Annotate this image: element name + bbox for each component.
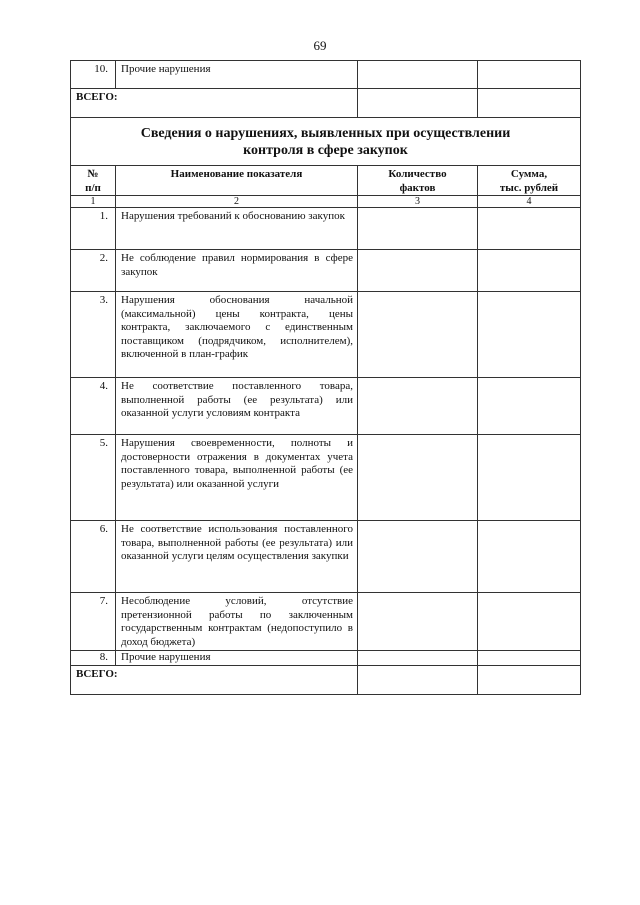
row-name: Прочие нарушения [116,651,358,666]
header-text: Сумма, [510,168,548,180]
column-index: 3 [358,196,478,208]
index-row [71,196,581,208]
count-cell [358,665,478,694]
table-row [71,521,581,593]
column-index: 1 [71,196,116,208]
row-name: Не соответствие использования поставленного товара, выполненной работы (ее результата) или оказанной услуги целям осуществления закупки [116,521,358,593]
sum-cell [478,250,581,292]
column-index: 4 [478,196,581,208]
count-cell [358,292,478,378]
row-number: 5. [71,435,116,521]
total-row [71,665,581,694]
header-sum [478,166,581,196]
section-title-line: Сведения о нарушениях, выявленных при осуществлении [140,125,511,141]
count-cell [358,61,478,89]
row-name: Не соответствие поставленного товара, выполненной работы (ее результата) или оказанной услуги условиям контракта [116,378,358,435]
count-cell [358,250,478,292]
header-row [71,166,581,196]
row-name: Нарушения требований к обоснованию закупок [116,208,358,250]
count-cell [358,208,478,250]
row-number: 7. [71,593,116,651]
row-name: Нарушения обоснования начальной (максимальной) цены контракта, цены контракта, заключаемого с единственным поставщиком (подрядчиком, исполнителем), включенной в план-график [116,292,358,378]
row-number: 8. [71,651,116,666]
row-number: 10. [71,61,116,89]
header-count [358,166,478,196]
row-name: Не соблюдение правил нормирования в сфере закупок [116,250,358,292]
section-title-row [71,118,581,166]
row-number: 3. [71,292,116,378]
count-cell [358,651,478,666]
total-label: ВСЕГО: [71,89,358,118]
sum-cell [478,208,581,250]
row-name: Нарушения своевременности, полноты и достоверности отражения в документах учета поставленного товара, выполненной работы (ее результата) или оказанной услуги [116,435,358,521]
table-row [71,651,581,666]
sum-cell [478,435,581,521]
total-label: ВСЕГО: [71,665,358,694]
sum-cell [478,521,581,593]
row-number: 1. [71,208,116,250]
count-cell [358,435,478,521]
count-cell [358,593,478,651]
sum-cell [478,89,581,118]
header-text: № [87,168,99,180]
sum-cell [478,292,581,378]
sum-cell [478,378,581,435]
table-row [71,292,581,378]
header-text: п/п [85,181,101,194]
sum-cell [478,665,581,694]
table-row [71,593,581,651]
header-text: Количество [388,168,447,180]
row-number: 4. [71,378,116,435]
header-text: тыс. рублей [499,181,559,194]
sum-cell [478,651,581,666]
table-row [71,250,581,292]
header-num [71,166,116,196]
column-index: 2 [116,196,358,208]
count-cell [358,378,478,435]
row-name: Прочие нарушения [116,61,358,89]
table-row [71,378,581,435]
sum-cell [478,593,581,651]
row-number: 6. [71,521,116,593]
section-title-line: контроля в сфере закупок [243,142,408,158]
row-number: 2. [71,250,116,292]
table-row [71,208,581,250]
header-text: фактов [399,181,436,194]
violations-table [70,60,581,695]
section-title [71,118,581,166]
table-row [71,435,581,521]
page-number: 69 [313,38,327,53]
total-row [71,89,581,118]
table-row [71,61,581,89]
count-cell [358,89,478,118]
sum-cell [478,61,581,89]
count-cell [358,521,478,593]
row-name: Несоблюдение условий, отсутствие претензионной работы по заключенным государственным контрактам (недопоступило в доход бюджета) [116,593,358,651]
header-name: Наименование показателя [116,166,358,196]
